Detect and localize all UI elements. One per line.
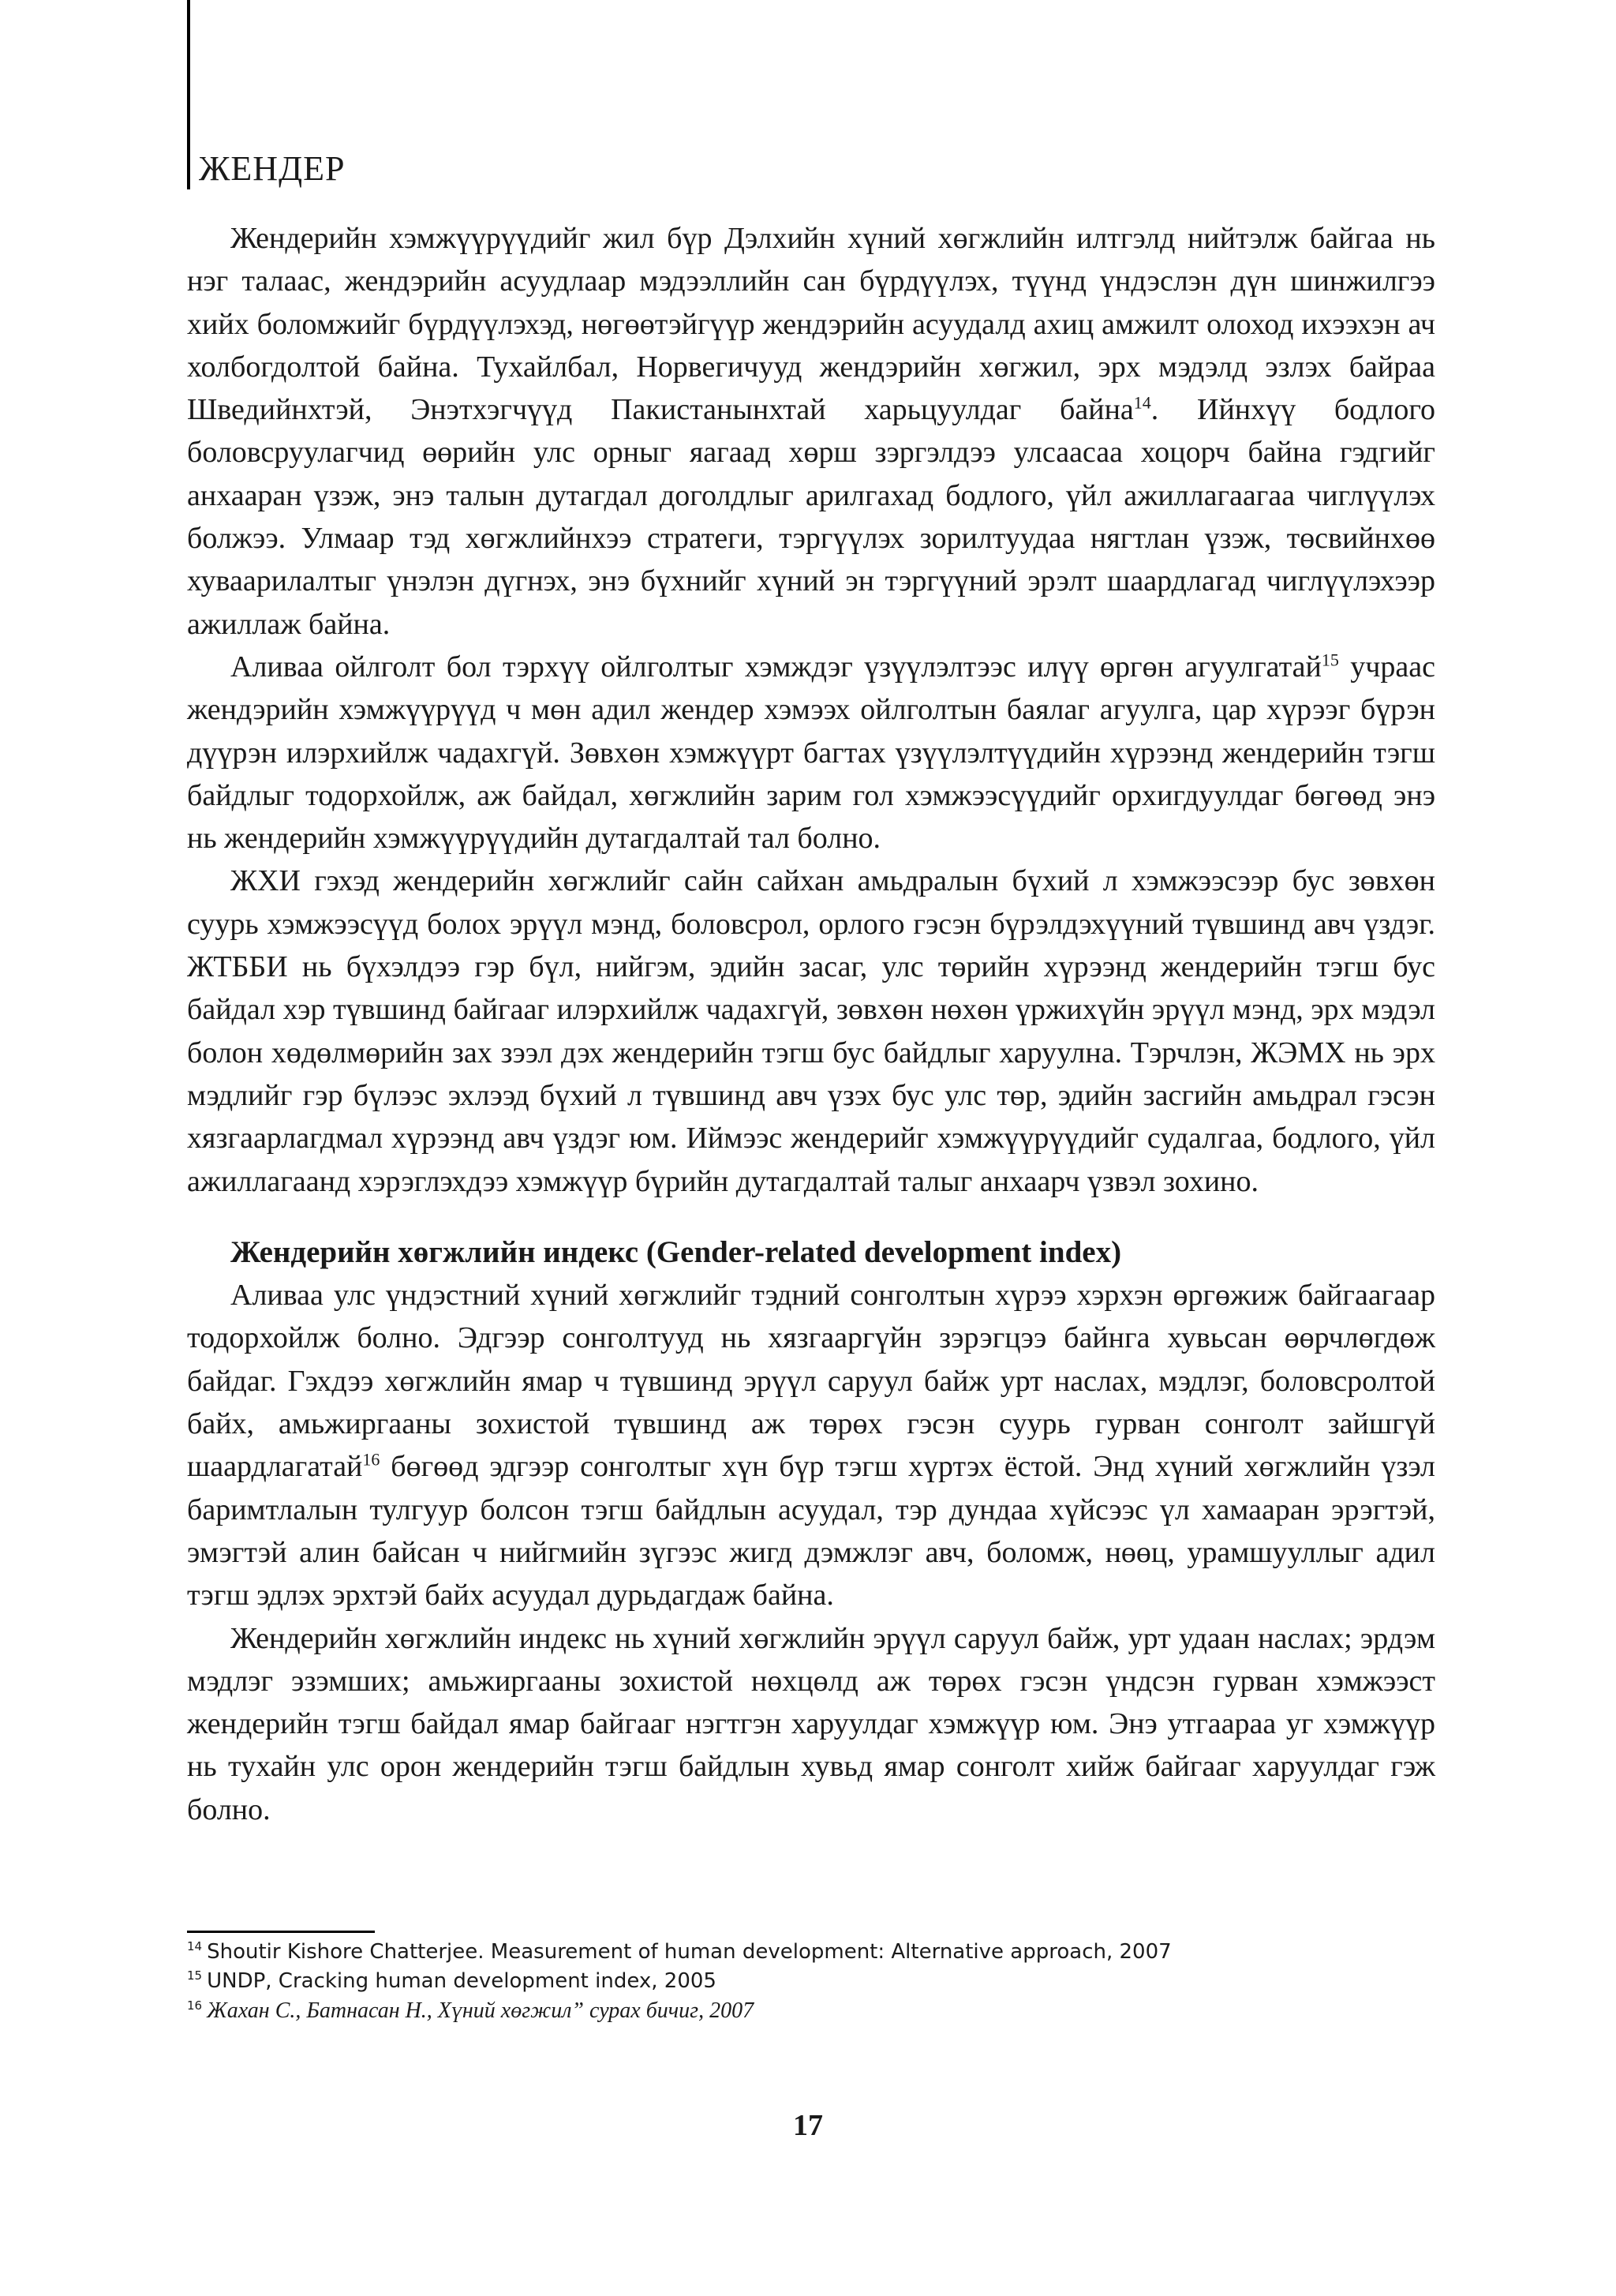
section-heading: Жендерийн хөгжлийн индекс (Gender-related development index) — [230, 1234, 1122, 1269]
paragraph-2: Аливаа ойлголт бол тэрхүү ойлголтыг хэмждэг үзүүлэлтээс илүү өргөн агуулгатай$^{15}$ учраас жендэрийн хэмжүүрүүд ч мөн адил жендер хэмээх ойлголтын баялаг агуулга, цар хүрээг бүрэн дүүрэн илэрхийлж чадахгүй. Зөвхөн хэмжүүрт багтах үзүүлэлтүүдийн хүрээнд жендерийн тэгш байдлыг тодорхойлж, аж байдал, хөгжлийн зарим гол хэмжээсүүдийг орхигдуулдаг бөгөөд энэ нь жендерийн хэмжүүрүүдийн дутагдалтай тал болно. — [187, 650, 1435, 856]
footnote-15: $^{15}$ UNDP, Cracking human development index, 2005 — [187, 1968, 716, 1993]
header-vertical-rule — [187, 0, 190, 189]
paragraph-4: Аливаа улс үндэстний хүний хөгжлийг тэдний сонголтын хүрээ хэрхэн өргөжиж байгаагаар тодорхойлж болно. Эдгээр сонголтууд нь хязгааргүйн зэрэгцээ байнга хувьсан өөрчлөгдөж байдаг. Гэхдээ хөгжлийн ямар ч түвшинд эрүүл саруул байж урт наслах, мэдлэг, боловсролтой байх, амьжиргааны зохистой түвшинд аж төрөх гэсэн суурь гурван сонголт зайшгүй шаардлагатай$^{16}$ бөгөөд эдгээр сонголтыг хүн бүр тэгш хүртэх ёстой. Энд хүний хөгжлийн үзэл баримтлалын тулгуур болсон тэгш байдлын асуудал, тэр дундаа хүйсээс үл хамааран эрэгтэй, эмэгтэй алин байсан ч нийгмийн зүгээс жигд дэмжлэг авч, боломж, нөөц, урамшууллыг адил тэгш эдлэх эрхтэй байх асуудал дурьдагдаж байна. — [187, 1279, 1435, 1612]
footnotes — [187, 1938, 1435, 2026]
footnote-separator — [187, 1931, 375, 1933]
paragraph-5: Жендерийн хөгжлийн индекс нь хүний хөгжлийн эрүүл саруул байж, урт удаан наслах; эрдэм мэдлэг эзэмших; амьжиргааны зохистой нөхцөлд аж төрөх гэсэн үндсэн гурван хэмжээст жендерийн тэгш байдал ямар байгааг нэгтгэн харуулдаг хэмжүүр юм. Энэ утгаараа уг хэмжүүр нь тухайн улс орон жендерийн тэгш байдлын хувьд ямар сонголт хийж байгааг харуулдаг гэж болно. — [187, 1621, 1435, 1826]
page-number: 17 — [793, 2109, 823, 2142]
running-header: ЖЕНДЕР — [199, 149, 346, 188]
footnote-14: $^{14}$ Shoutir Kishore Chatterjee. Measurement of human development: Alternative approach, 2007 — [187, 1939, 1172, 1964]
footnote-ref-15[interactable]: 15 — [1321, 650, 1339, 670]
paragraph-1: Жендерийн хэмжүүрүүдийг жил бүр Дэлхийн хүний хөгжлийн илтгэлд нийтэлж байгаа нь нэг талаас, жендэрийн асуудлаар мэдээллийн сан бүрдүүлэх, түүнд үндэслэн дүн шинжилгээ хийх боломжийг бүрдүүлэхэд, нөгөөтэйгүүр жендэрийн асуудалд ахиц амжилт олоход ихээхэн ач холбогдолтой байна. Тухайлбал, Норвегичууд жендэрийн хөгжил, эрх мэдэлд эзлэх байраа Шведийнхтэй, Энэтхэгчүүд Пакистанынхтай харьцуулдаг байна$^{14}$. Ийнхүү бодлого боловсруулагчид өөрийн улс орныг яагаад хөрш зэргэлдээ улсаасаа хоцорч байна гэдгийг анхааран үзэж, энэ талын дутагдал доголдлыг арилгахад бодлого, үйл ажиллагаагаа чиглүүлэх болжээ. Улмаар тэд хөгжлийнхээ стратеги, тэргүүлэх зорилтуудаа нягтлан үзэж, төсвийнхөө хуваарилалтыг үнэлэн дүгнэх, энэ бүхнийг хүний эн тэргүүний эрэлт шаардлагад чиглүүлэхээр ажиллаж байна. — [187, 222, 1435, 641]
body-text — [187, 217, 1435, 1831]
footnote-ref-16[interactable]: 16 — [362, 1449, 380, 1470]
footnote-16: $^{16}$ Жахан С., Батнасан Н., Хүний хөгжил” сурах бичиг, 2007 — [187, 1998, 754, 2023]
footnote-ref-14[interactable]: 14 — [1133, 392, 1151, 413]
paragraph-3: ЖХИ гэхэд жендерийн хөгжлийг сайн сайхан амьдралын бүхий л хэмжээсээр бус зөвхөн суурь хэмжээсүүд болох эрүүл мэнд, боловсрол, орлого гэсэн бүрэлдэхүүний түвшинд авч үздэг. ЖТББИ нь бүхэлдээ гэр бүл, нийгэм, эдийн засаг, улс төрийн хүрээнд жендерийн тэгш бус байдал хэр түвшинд байгааг илэрхийлж чадахгүй, зөвхөн нөхөн үржихүйн эрүүл мэнд, эрх мэдэл болон хөдөлмөрийн зах зээл дэх жендерийн тэгш бус байдлыг харуулна. Тэрчлэн, ЖЭМХ нь эрх мэдлийг гэр бүлээс эхлээд бүхий л түвшинд авч үзэх бус улс төр, эдийн засгийн амьдрал гэсэн хязгаарлагдмал хүрээнд авч үздэг юм. Иймээс жендерийг хэмжүүрүүдийг судалгаа, бодлого, үйл ажиллагаанд хэрэглэхдээ хэмжүүр бүрийн дутагдалтай талыг анхаарч үзвэл зохино. — [187, 864, 1435, 1198]
